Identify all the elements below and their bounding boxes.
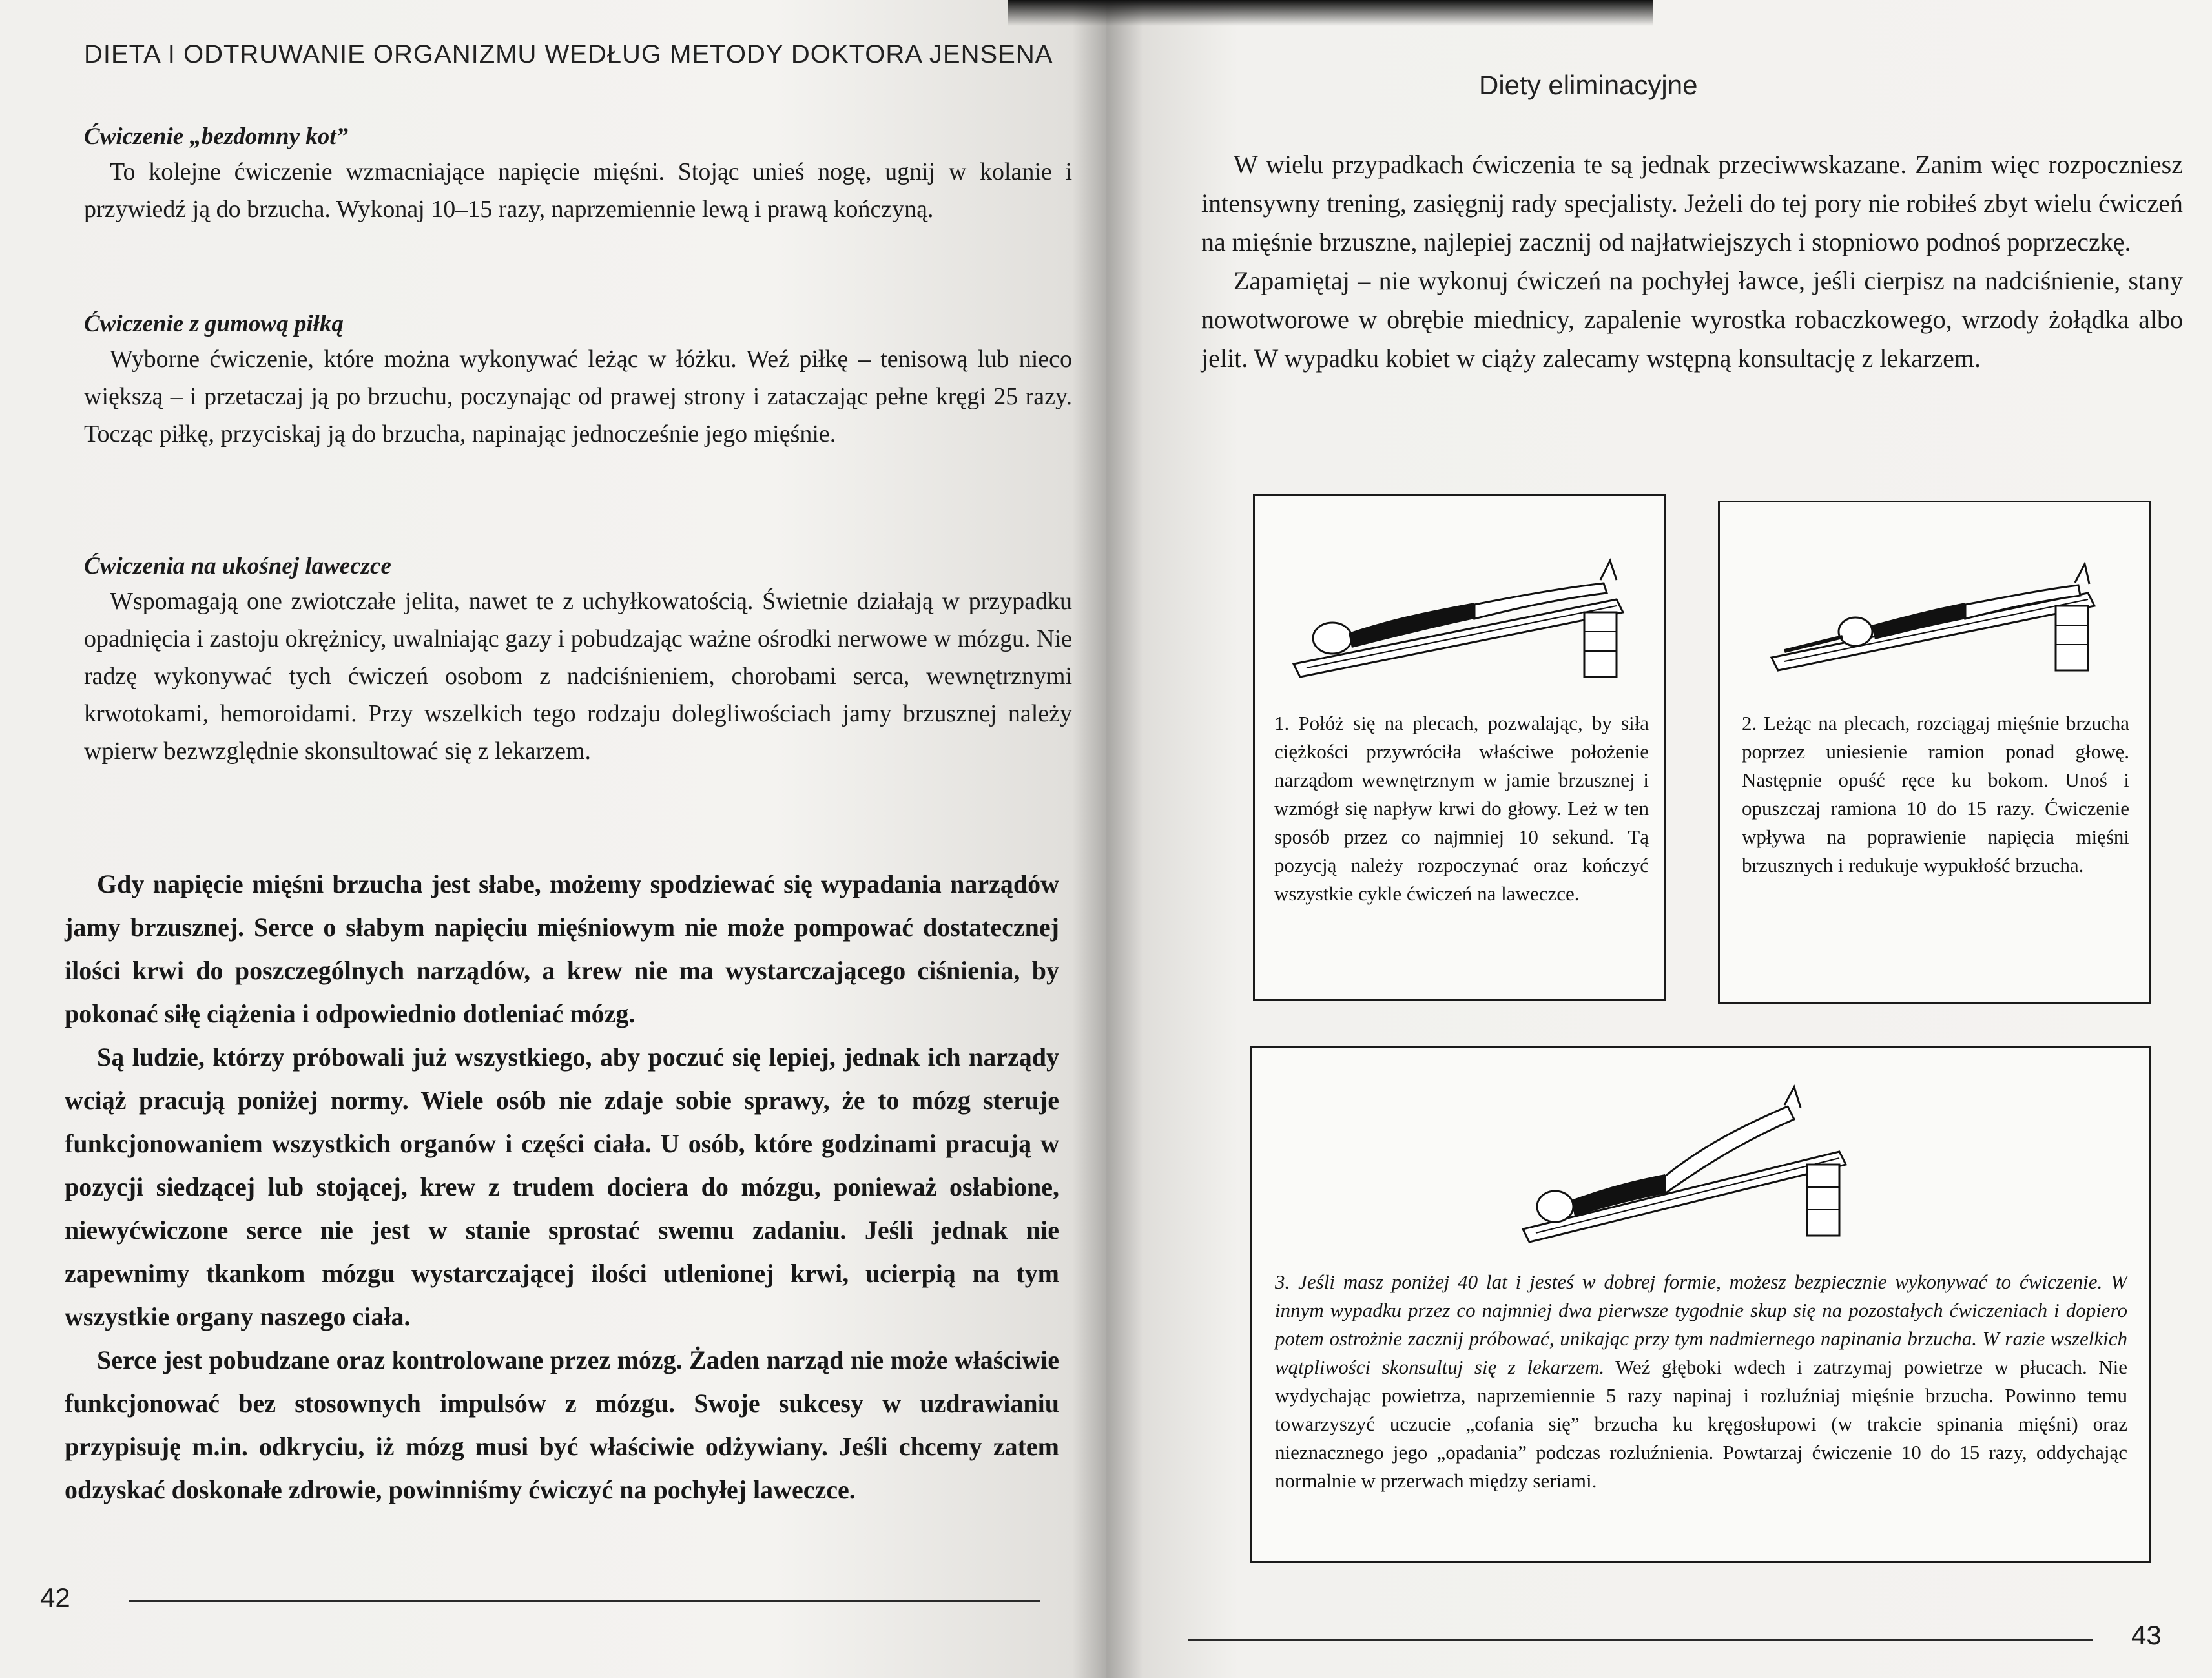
exercise-figure-2 [1718, 501, 2151, 1004]
slant-board-figure-lying-icon [1281, 522, 1642, 690]
top-shadow [1008, 0, 1653, 26]
section-title: Ćwiczenie z gumową piłką [84, 311, 344, 337]
section-title: Ćwiczenie „bezdomny kot” [84, 123, 349, 150]
paragraph: Zapamiętaj – nie wykonuj ćwiczeń na pochyłej ławce, jeśli cierpisz na nadciśnienie, stany nowotworowe w obrębie miednicy, zapalenie wyrostka robaczkowego, wrzody żołądka albo jelit. W wypadku kobiet w ciąży zalecamy wstępną konsultację z lekarzem. [1201, 266, 2183, 373]
section-text: To kolejne ćwiczenie wzmacniające napięcie mięśni. Stojąc unieś nogę, ugnij w kolanie i przywiedź ją do brzucha. Wykonaj 10–15 razy, naprzemiennie lewą i prawą kończyną. [84, 158, 1072, 223]
section-title: Ćwiczenia na ukośnej laweczce [84, 553, 391, 579]
book-spine [1072, 0, 1143, 1678]
paragraph: Gdy napięcie mięśni brzucha jest słabe, możemy spodziewać się wypadania narządów jamy brzusznej. Serce o słabym napięciu mięśniowym nie może pompować dostatecznej ilości krwi do poszczególnych narządów, a krew nie ma wystarczającego ciśnienia, by pokonać siłę ciążenia i odpowiednio dotleniać mózg. [65, 869, 1059, 1028]
running-head: DIETA I ODTRUWANIE ORGANIZMU WEDŁUG METODY DOKTORA JENSENA [84, 40, 1053, 68]
paragraph: W wielu przypadkach ćwiczenia te są jednak przeciwwskazane. Zanim więc rozpoczniesz intensywny trening, zasięgnij rady specjalisty. Jeżeli do tej pory nie robiłeś zbyt wielu ćwiczeń na mięśnie brzuszne, najlepiej zacznij od najłatwiejszych i stopniowo podnoś poprzeczkę. [1201, 150, 2183, 256]
bold-body-text [65, 862, 1059, 1511]
caption-italic: 3. Jeśli masz poniżej 40 lat i jesteś w dobrej formie, możesz bezpiecznie wykonywać to ćwiczenie. W innym wypadku przez co najmniej dwa pierwsze tygodnie skup się na pozostałych ćwiczeniach i dopiero potem ostrożnie zacznij próbować, unikając przy tym nadmiernego napinania brzucha. W razie wszelkich wątpliwości skonsultuj się z lekarzem. [1275, 1270, 2127, 1378]
page-number: 43 [2131, 1620, 2162, 1650]
section-ukosna-laweczka [84, 552, 1072, 770]
exercise-figure-1 [1253, 494, 1666, 1001]
slant-board-figure-arms-up-icon [1759, 528, 2120, 690]
right-body-text [1201, 145, 2183, 378]
paragraph: Serce jest pobudzane oraz kontrolowane przez mózg. Żaden narząd nie może właściwie funkcjonować bez stosownych impulsów z mózgu. Swoje sukcesy w uzdrawianiu przypisuję m.in. odkryciu, iż mózg musi być właściwie odżywiany. Jeśli chcemy zatem odzyskać doskonałe zdrowie, powinniśmy ćwiczyć na pochyłej laweczce. [65, 1345, 1059, 1504]
exercise-figure-3 [1250, 1046, 2151, 1563]
footer-rule [129, 1600, 1040, 1602]
figure-caption [1275, 1268, 2127, 1495]
figure-caption: 2. Leżąc na plecach, rozciągaj mięśnie brzucha poprzez uniesienie ramion ponad głowę. Następnie opuść ręce ku bokom. Unoś i opuszczaj ramiona 10 do 15 razy. Ćwiczenie wpływa na poprawienie napięcia mięśni brzusznych i redukuje wypukłość brzucha. [1742, 712, 2129, 876]
paragraph: Są ludzie, którzy próbowali już wszystkiego, aby poczuć się lepiej, jednak ich narządy wciąż pracują poniżej normy. Wiele osób nie zdaje sobie sprawy, że to mózg steruje funkcjonowaniem wszystkich organów i części ciała. U osób, które godzinami pracują w pozycji siedzącej lub stojącej, krew z trudem dociera do mózgu, ponieważ osłabione, niewyćwiczone serce nie jest w stanie sprostać swemu zadaniu. Jeśli jednak nie zapewnimy tkankom mózgu wystarczającej ilości utlenionej krwi, ucierpią na tym wszystkie organy naszego ciała. [65, 1042, 1059, 1331]
caption-regular: Weź głęboki wdech i zatrzymaj powietrze w płucach. Nie wydychając powietrza, naprzemiennie 5 razy napinaj i rozluźniaj mięśnie brzucha. Powinno temu towarzyszyć uczucie „cofania się” brzucha ku kręgosłupowi (w trakcie spinania mięśni) oraz nieznacznego jego „opadania” podczas rozluźnienia. Powtarzaj ćwiczenie 10 do 15 razy, oddychając normalnie w przerwach między seriami. [1275, 1356, 2127, 1492]
figure-caption: 1. Połóż się na plecach, pozwalając, by siła ciężkości przywróciła właściwe położenie narządom wewnętrznym w jamie brzusznej i wzmógł się napływ krwi do głowy. Leż w ten sposób przez co najmniej 10 sekund. Tą pozycją należy rozpoczynać oraz kończyć wszystkie cykle ćwiczeń na laweczce. [1274, 712, 1649, 905]
footer-rule [1188, 1639, 2093, 1641]
running-head: Diety eliminacyjne [1479, 70, 1698, 100]
section-text: Wspomagają one zwiotczałe jelita, nawet te z uchyłkowatością. Świetnie działają w przypadku opadnięcia i zastoju okrężnicy, uwalniając gazy i pobudzając ważne ośrodki nerwowe w mózgu. Nie radzę wykonywać tych ćwiczeń osobom z nadciśnieniem, chorobami serca, wewnętrznymi krwotokami, hemoroidami. Przy wszelkich tego rodzaju dolegliwościach jamy brzusznej należy wpierw bezwzględnie skonsultować się z lekarzem. [84, 588, 1072, 765]
slant-board-figure-legs-up-icon [1510, 1068, 1872, 1255]
section-gumowa-pilka [84, 310, 1072, 453]
section-text: Wyborne ćwiczenie, które można wykonywać leżąc w łóżku. Weź piłkę – tenisową lub nieco większą – i przetaczaj ją po brzuchu, poczynając od prawej strony i zataczając pełne kręgi 25 razy. Tocząc piłkę, przyciskaj ją do brzucha, napinając jednocześnie jego mięśnie. [84, 346, 1072, 448]
page-number: 42 [40, 1582, 70, 1613]
section-bezdomny-kot [84, 123, 1072, 228]
